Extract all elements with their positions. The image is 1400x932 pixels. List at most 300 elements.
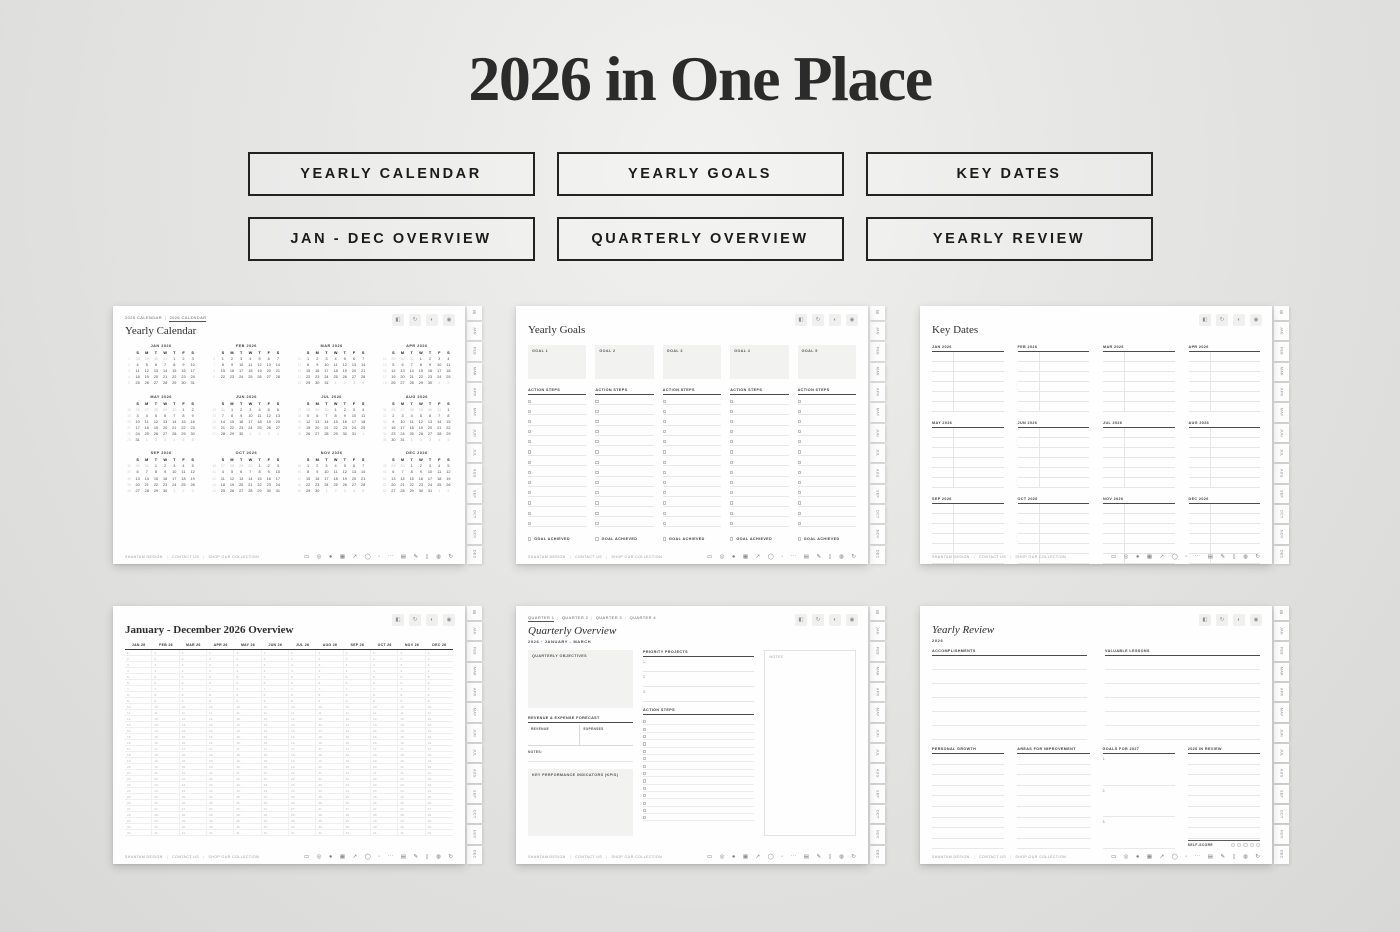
side-tab-jun[interactable]: JUN xyxy=(467,724,482,742)
side-tab-mar[interactable]: MAR xyxy=(467,363,482,381)
overview-day-cell[interactable]: 7. xyxy=(125,686,151,692)
overview-day-cell[interactable]: 28. xyxy=(398,812,424,818)
overview-day-cell[interactable]: 14. xyxy=(207,728,233,734)
toolbar-button[interactable] xyxy=(392,314,404,326)
overview-day-cell[interactable]: 26. xyxy=(426,800,453,806)
user-icon[interactable]: ◦ xyxy=(781,554,784,560)
side-tab-jul[interactable]: JUL xyxy=(1274,744,1289,762)
key-date-line[interactable] xyxy=(1018,514,1090,524)
step-checkbox[interactable] xyxy=(595,400,598,403)
overview-day-cell[interactable]: 8. xyxy=(234,692,260,698)
step-checkbox[interactable] xyxy=(663,501,666,504)
step-checkbox[interactable] xyxy=(663,522,666,525)
settings-icon[interactable]: ◍ xyxy=(436,854,441,860)
breadcrumb-item[interactable]: QUARTER 4 xyxy=(629,615,657,620)
toolbar-button[interactable] xyxy=(1250,314,1262,326)
overview-day-cell[interactable]: 6. xyxy=(125,680,151,686)
clock-icon[interactable]: ◯ xyxy=(1171,854,1178,860)
overview-day-cell[interactable]: 27. xyxy=(262,806,288,812)
key-date-line[interactable] xyxy=(1189,534,1261,544)
step-checkbox[interactable] xyxy=(595,512,598,515)
overview-day-cell[interactable]: 20. xyxy=(316,764,342,770)
overview-day-cell[interactable]: 29. xyxy=(344,818,370,824)
record-icon[interactable]: ● xyxy=(328,554,333,560)
side-tab-sep[interactable]: SEP xyxy=(870,485,885,503)
overview-day-cell[interactable]: 3. xyxy=(398,662,424,668)
overview-day-cell[interactable]: 24. xyxy=(344,788,370,794)
action-step-row[interactable] xyxy=(643,725,755,732)
overview-day-cell[interactable]: 9. xyxy=(316,698,342,704)
side-tab-oct[interactable]: OCT xyxy=(870,805,885,823)
step-checkbox[interactable] xyxy=(798,420,801,423)
step-checkbox[interactable] xyxy=(798,430,801,433)
overview-day-cell[interactable]: 13. xyxy=(234,722,260,728)
share-icon[interactable]: ↗ xyxy=(352,854,358,860)
overview-day-cell[interactable]: 14. xyxy=(398,728,424,734)
overview-day-cell[interactable]: 2. xyxy=(262,656,288,662)
overview-day-cell[interactable]: 18. xyxy=(371,752,397,758)
overview-day-cell[interactable]: 24. xyxy=(316,788,342,794)
overview-day-cell[interactable]: 31. xyxy=(344,830,370,836)
step-checkbox[interactable] xyxy=(528,471,531,474)
key-date-line[interactable] xyxy=(1189,372,1261,382)
key-date-line[interactable] xyxy=(1018,448,1090,458)
print-icon[interactable]: ▭ xyxy=(1110,854,1117,860)
action-step-row[interactable] xyxy=(528,497,586,507)
overview-day-cell[interactable]: 16. xyxy=(125,740,151,746)
refresh-icon[interactable]: ↻ xyxy=(1255,854,1260,860)
folder-icon[interactable]: ▤ xyxy=(803,854,809,860)
overview-day-cell[interactable]: 15. xyxy=(180,734,206,740)
overview-day-cell[interactable]: 13. xyxy=(180,722,206,728)
overview-day-cell[interactable]: 28. xyxy=(152,812,178,818)
overview-day-cell[interactable]: 29. xyxy=(207,818,233,824)
overview-day-cell[interactable]: 4. xyxy=(180,668,206,674)
overview-day-cell[interactable]: 14. xyxy=(289,728,315,734)
overview-day-cell[interactable]: 29. xyxy=(289,818,315,824)
overview-day-cell[interactable]: 24. xyxy=(289,788,315,794)
key-date-line[interactable] xyxy=(1189,352,1261,362)
review-line[interactable] xyxy=(932,670,1087,684)
overview-day-cell[interactable]: 2. xyxy=(371,656,397,662)
side-tab-dec[interactable]: DEC xyxy=(467,546,482,564)
overview-day-cell[interactable]: 25. xyxy=(207,794,233,800)
action-step-row[interactable] xyxy=(643,799,755,806)
record-icon[interactable]: ● xyxy=(731,854,736,860)
key-date-line[interactable] xyxy=(1018,372,1090,382)
overview-day-cell[interactable]: 7. xyxy=(152,686,178,692)
toolbar-button[interactable] xyxy=(392,614,404,626)
overview-day-cell[interactable]: 1. xyxy=(289,650,315,656)
overview-day-cell[interactable]: 16. xyxy=(426,740,453,746)
overview-day-cell[interactable]: 8. xyxy=(426,692,453,698)
expenses-cell[interactable]: EXPENSES xyxy=(583,727,604,731)
toolbar-button[interactable] xyxy=(409,314,421,326)
key-date-line[interactable] xyxy=(932,372,1004,382)
action-step-row[interactable] xyxy=(528,477,586,487)
overview-day-cell[interactable]: 21. xyxy=(262,770,288,776)
step-checkbox[interactable] xyxy=(730,501,733,504)
key-date-line[interactable] xyxy=(1189,468,1261,478)
overview-day-cell[interactable]: 22. xyxy=(289,776,315,782)
record-icon[interactable]: ● xyxy=(1135,554,1140,560)
key-date-line[interactable] xyxy=(932,428,1004,438)
overview-day-cell[interactable]: 17. xyxy=(125,746,151,752)
record-icon[interactable]: ● xyxy=(328,854,333,860)
overview-day-cell[interactable]: 26. xyxy=(234,800,260,806)
side-tab-dec[interactable]: DEC xyxy=(1274,846,1289,864)
step-checkbox[interactable] xyxy=(643,787,646,790)
overview-day-cell[interactable]: 9. xyxy=(207,698,233,704)
key-date-line[interactable] xyxy=(932,392,1004,402)
overview-day-cell[interactable]: 5. xyxy=(426,674,453,680)
notes-panel[interactable] xyxy=(764,650,856,836)
refresh-icon[interactable]: ↻ xyxy=(1255,554,1260,560)
key-date-line[interactable] xyxy=(932,544,1004,554)
pen-icon[interactable]: ✎ xyxy=(1220,854,1226,860)
action-step-row[interactable] xyxy=(643,785,755,792)
review-line[interactable] xyxy=(1188,807,1260,818)
overview-day-cell[interactable]: 22. xyxy=(316,776,342,782)
review-line[interactable] xyxy=(1017,807,1089,818)
overview-day-cell[interactable]: 5. xyxy=(398,674,424,680)
toolbar-button[interactable] xyxy=(829,314,841,326)
key-date-line[interactable] xyxy=(1018,544,1090,554)
overview-day-cell[interactable]: 20. xyxy=(344,764,370,770)
toolbar-button[interactable] xyxy=(1233,314,1245,326)
action-step-row[interactable] xyxy=(643,755,755,762)
overview-day-cell[interactable]: 29. xyxy=(426,818,453,824)
key-date-line[interactable] xyxy=(1018,352,1090,362)
overview-day-cell[interactable]: 1. xyxy=(344,650,370,656)
refresh-icon[interactable]: ↻ xyxy=(448,854,453,860)
footer-link[interactable]: CONTACT US xyxy=(979,855,1007,859)
overview-day-cell[interactable]: 21. xyxy=(207,770,233,776)
step-checkbox[interactable] xyxy=(663,400,666,403)
overview-day-cell[interactable]: 10. xyxy=(316,704,342,710)
overview-day-cell[interactable]: 11. xyxy=(125,710,151,716)
record-icon[interactable]: ● xyxy=(1135,854,1140,860)
overview-day-cell[interactable]: 29. xyxy=(152,818,178,824)
share-icon[interactable]: ↗ xyxy=(755,554,761,560)
overview-day-cell[interactable]: 23. xyxy=(398,782,424,788)
overview-day-cell[interactable]: 26. xyxy=(262,800,288,806)
key-date-line[interactable] xyxy=(1103,352,1175,362)
key-date-line[interactable] xyxy=(1018,534,1090,544)
overview-day-cell[interactable]: 23. xyxy=(316,782,342,788)
overview-day-cell[interactable]: 5. xyxy=(152,674,178,680)
overview-day-cell[interactable]: 17. xyxy=(262,746,288,752)
key-date-line[interactable] xyxy=(932,458,1004,468)
overview-day-cell[interactable]: 6. xyxy=(398,680,424,686)
overview-day-cell[interactable]: 27. xyxy=(152,806,178,812)
device-icon[interactable]: ▯ xyxy=(425,854,429,860)
overview-day-cell[interactable]: 23. xyxy=(371,782,397,788)
overview-day-cell[interactable]: 12. xyxy=(371,716,397,722)
key-date-line[interactable] xyxy=(1018,438,1090,448)
key-date-line[interactable] xyxy=(932,504,1004,514)
more-icon[interactable]: ⋯ xyxy=(387,554,394,560)
key-date-line[interactable] xyxy=(1189,504,1261,514)
overview-day-cell[interactable]: 5. xyxy=(234,674,260,680)
action-step-row[interactable] xyxy=(595,466,653,476)
step-checkbox[interactable] xyxy=(595,450,598,453)
action-step-row[interactable] xyxy=(798,517,856,527)
action-step-row[interactable] xyxy=(528,487,586,497)
key-date-line[interactable] xyxy=(932,382,1004,392)
action-step-row[interactable] xyxy=(798,446,856,456)
footer-link[interactable]: SHANTAM DESIGN xyxy=(528,555,566,559)
review-line[interactable] xyxy=(1105,684,1260,698)
overview-day-cell[interactable]: 31. xyxy=(125,830,151,836)
key-date-line[interactable] xyxy=(1103,382,1175,392)
overview-day-cell[interactable]: 31. xyxy=(289,830,315,836)
overview-day-cell[interactable]: 22. xyxy=(371,776,397,782)
overview-day-cell[interactable]: 2. xyxy=(426,656,453,662)
overview-day-cell[interactable]: 26. xyxy=(180,800,206,806)
key-date-line[interactable] xyxy=(932,448,1004,458)
toolbar-button[interactable] xyxy=(1199,614,1211,626)
clock-icon[interactable]: ◯ xyxy=(1171,554,1178,560)
key-date-line[interactable] xyxy=(932,362,1004,372)
refresh-icon[interactable]: ↻ xyxy=(851,854,856,860)
overview-day-cell[interactable]: 23. xyxy=(234,782,260,788)
action-step-row[interactable] xyxy=(528,446,586,456)
overview-day-cell[interactable]: 4. xyxy=(289,668,315,674)
key-date-line[interactable] xyxy=(1103,428,1175,438)
side-tab-mar[interactable]: MAR xyxy=(467,663,482,681)
overview-day-cell[interactable]: 27. xyxy=(207,806,233,812)
overview-day-cell[interactable]: 21. xyxy=(344,770,370,776)
action-step-row[interactable] xyxy=(798,466,856,476)
side-tab-may[interactable]: MAY xyxy=(1274,703,1289,721)
step-checkbox[interactable] xyxy=(730,450,733,453)
refresh-icon[interactable]: ↻ xyxy=(851,554,856,560)
action-step-row[interactable] xyxy=(730,426,788,436)
action-step-row[interactable] xyxy=(528,507,586,517)
overview-day-cell[interactable]: 17. xyxy=(371,746,397,752)
action-step-row[interactable] xyxy=(730,395,788,405)
step-checkbox[interactable] xyxy=(528,450,531,453)
overview-day-cell[interactable]: 31. xyxy=(426,830,453,836)
step-checkbox[interactable] xyxy=(798,501,801,504)
overview-day-cell[interactable]: 4. xyxy=(262,668,288,674)
feature-button-quarterly-overview[interactable] xyxy=(557,217,844,261)
step-checkbox[interactable] xyxy=(798,400,801,403)
settings-icon[interactable]: ◍ xyxy=(839,554,844,560)
action-step-row[interactable] xyxy=(595,497,653,507)
action-step-row[interactable] xyxy=(663,477,721,487)
step-checkbox[interactable] xyxy=(663,420,666,423)
review-line[interactable] xyxy=(1017,765,1089,776)
key-date-line[interactable] xyxy=(1189,448,1261,458)
step-checkbox[interactable] xyxy=(663,461,666,464)
side-tab-jan[interactable]: JAN xyxy=(467,322,482,340)
step-checkbox[interactable] xyxy=(798,450,801,453)
overview-day-cell[interactable]: 31. xyxy=(234,830,260,836)
overview-day-cell[interactable]: 25. xyxy=(344,794,370,800)
score-circle[interactable] xyxy=(1256,843,1260,847)
overview-day-cell[interactable]: 26. xyxy=(125,800,151,806)
key-date-line[interactable] xyxy=(932,514,1004,524)
review-line[interactable] xyxy=(1105,698,1260,712)
action-step-row[interactable] xyxy=(798,507,856,517)
overview-day-cell[interactable]: 11. xyxy=(289,710,315,716)
overview-day-cell[interactable]: 24. xyxy=(234,788,260,794)
step-checkbox[interactable] xyxy=(643,765,646,768)
side-tab-dec[interactable]: DEC xyxy=(467,846,482,864)
key-date-line[interactable] xyxy=(1189,458,1261,468)
step-checkbox[interactable] xyxy=(730,400,733,403)
tab-menu[interactable] xyxy=(1274,606,1289,620)
step-checkbox[interactable] xyxy=(528,481,531,484)
overview-day-cell[interactable]: 24. xyxy=(426,788,453,794)
overview-day-cell[interactable]: 9. xyxy=(180,698,206,704)
toolbar-button[interactable] xyxy=(1233,614,1245,626)
step-checkbox[interactable] xyxy=(730,420,733,423)
side-tab-feb[interactable]: FEB xyxy=(1274,342,1289,360)
clock-icon[interactable]: ◯ xyxy=(767,854,774,860)
goal-achieved-checkbox[interactable] xyxy=(798,537,801,540)
overview-day-cell[interactable]: 31. xyxy=(152,830,178,836)
overview-day-cell[interactable]: 15. xyxy=(398,734,424,740)
key-date-line[interactable] xyxy=(1189,402,1261,412)
side-tab-aug[interactable]: AUG xyxy=(467,464,482,482)
overview-day-cell[interactable]: 11. xyxy=(398,710,424,716)
overview-day-cell[interactable]: 21. xyxy=(125,770,151,776)
overview-day-cell[interactable]: 12. xyxy=(426,716,453,722)
overview-day-cell[interactable]: 17. xyxy=(207,746,233,752)
settings-icon[interactable]: ◍ xyxy=(1243,554,1248,560)
side-tab-nov[interactable]: NOV xyxy=(870,525,885,543)
key-date-line[interactable] xyxy=(1189,514,1261,524)
overview-day-cell[interactable]: 20. xyxy=(125,764,151,770)
side-tab-jul[interactable]: JUL xyxy=(1274,444,1289,462)
pen-icon[interactable]: ✎ xyxy=(413,554,419,560)
side-tab-aug[interactable]: AUG xyxy=(467,764,482,782)
overview-day-cell[interactable]: 9. xyxy=(262,698,288,704)
overview-day-cell[interactable]: 9. xyxy=(426,698,453,704)
overview-day-cell[interactable]: 17. xyxy=(344,746,370,752)
side-tab-apr[interactable]: APR xyxy=(870,383,885,401)
overview-day-cell[interactable]: 25. xyxy=(125,794,151,800)
overview-day-cell[interactable]: 26. xyxy=(289,800,315,806)
target-icon[interactable]: ◎ xyxy=(719,554,725,560)
overview-day-cell[interactable]: 23. xyxy=(207,782,233,788)
device-icon[interactable]: ▯ xyxy=(828,554,832,560)
review-line[interactable] xyxy=(932,712,1087,726)
overview-day-cell[interactable]: 16. xyxy=(289,740,315,746)
more-icon[interactable]: ⋯ xyxy=(790,854,797,860)
key-date-line[interactable] xyxy=(1018,478,1090,488)
side-tab-jul[interactable]: JUL xyxy=(467,444,482,462)
step-checkbox[interactable] xyxy=(798,461,801,464)
review-line[interactable] xyxy=(1188,828,1260,839)
overview-day-cell[interactable]: 3. xyxy=(316,662,342,668)
step-checkbox[interactable] xyxy=(730,491,733,494)
action-step-row[interactable] xyxy=(663,395,721,405)
overview-day-cell[interactable]: 12. xyxy=(234,716,260,722)
side-tab-apr[interactable]: APR xyxy=(467,383,482,401)
overview-day-cell[interactable]: 4. xyxy=(152,668,178,674)
action-step-row[interactable] xyxy=(663,426,721,436)
review-line[interactable] xyxy=(1017,786,1089,797)
refresh-icon[interactable]: ↻ xyxy=(448,554,453,560)
overview-day-cell[interactable]: 2. xyxy=(234,656,260,662)
toolbar-button[interactable] xyxy=(846,314,858,326)
goal-box[interactable] xyxy=(798,345,856,379)
overview-day-cell[interactable]: 1. xyxy=(234,650,260,656)
overview-day-cell[interactable]: 1. xyxy=(398,650,424,656)
overview-day-cell[interactable]: 6. xyxy=(152,680,178,686)
overview-day-cell[interactable]: 4. xyxy=(398,668,424,674)
revenue-cell[interactable]: REVENUE xyxy=(528,725,580,745)
overview-day-cell[interactable]: 25. xyxy=(371,794,397,800)
footer-link[interactable]: SHOP OUR COLLECTION xyxy=(611,855,663,859)
action-step-row[interactable] xyxy=(663,456,721,466)
action-step-row[interactable] xyxy=(798,487,856,497)
more-icon[interactable]: ⋯ xyxy=(1194,554,1201,560)
review-line[interactable] xyxy=(932,656,1087,670)
overview-day-cell[interactable]: 27. xyxy=(234,806,260,812)
action-step-row[interactable] xyxy=(595,446,653,456)
overview-day-cell[interactable]: 30. xyxy=(371,824,397,830)
side-tab-aug[interactable]: AUG xyxy=(870,764,885,782)
toolbar-button[interactable] xyxy=(846,614,858,626)
action-step-row[interactable] xyxy=(663,446,721,456)
overview-day-cell[interactable]: 7. xyxy=(316,686,342,692)
key-date-line[interactable] xyxy=(932,524,1004,534)
overview-day-cell[interactable]: 12. xyxy=(344,716,370,722)
step-checkbox[interactable] xyxy=(643,794,646,797)
action-step-row[interactable] xyxy=(730,477,788,487)
action-step-row[interactable] xyxy=(643,792,755,799)
overview-day-cell[interactable]: 1. xyxy=(426,650,453,656)
side-tab-jan[interactable]: JAN xyxy=(1274,322,1289,340)
review-line[interactable] xyxy=(932,754,1004,765)
action-step-row[interactable] xyxy=(663,517,721,527)
action-step-row[interactable] xyxy=(595,395,653,405)
overview-day-cell[interactable]: 31. xyxy=(398,830,424,836)
overview-day-cell[interactable]: 19. xyxy=(289,758,315,764)
action-step-row[interactable] xyxy=(595,405,653,415)
action-step-row[interactable] xyxy=(643,718,755,725)
clock-icon[interactable]: ◯ xyxy=(767,554,774,560)
pen-icon[interactable]: ✎ xyxy=(816,554,822,560)
key-date-line[interactable] xyxy=(932,352,1004,362)
step-checkbox[interactable] xyxy=(643,772,646,775)
overview-day-cell[interactable]: 13. xyxy=(398,722,424,728)
overview-day-cell[interactable]: 14. xyxy=(125,728,151,734)
action-step-row[interactable] xyxy=(730,497,788,507)
toolbar-button[interactable] xyxy=(812,614,824,626)
action-step-row[interactable] xyxy=(595,507,653,517)
review-line[interactable] xyxy=(932,726,1087,740)
step-checkbox[interactable] xyxy=(798,512,801,515)
review-line[interactable] xyxy=(1105,712,1260,726)
action-step-row[interactable] xyxy=(595,477,653,487)
toolbar-button[interactable] xyxy=(409,614,421,626)
key-date-line[interactable] xyxy=(1103,392,1175,402)
overview-day-cell[interactable]: 4. xyxy=(234,668,260,674)
review-line[interactable] xyxy=(1017,754,1089,765)
side-tab-oct[interactable]: OCT xyxy=(870,505,885,523)
overview-day-cell[interactable]: 13. xyxy=(344,722,370,728)
action-step-row[interactable] xyxy=(663,487,721,497)
breadcrumb-item[interactable]: QUARTER 2 xyxy=(561,615,589,620)
tab-menu[interactable] xyxy=(467,606,482,620)
action-step-row[interactable] xyxy=(663,415,721,425)
